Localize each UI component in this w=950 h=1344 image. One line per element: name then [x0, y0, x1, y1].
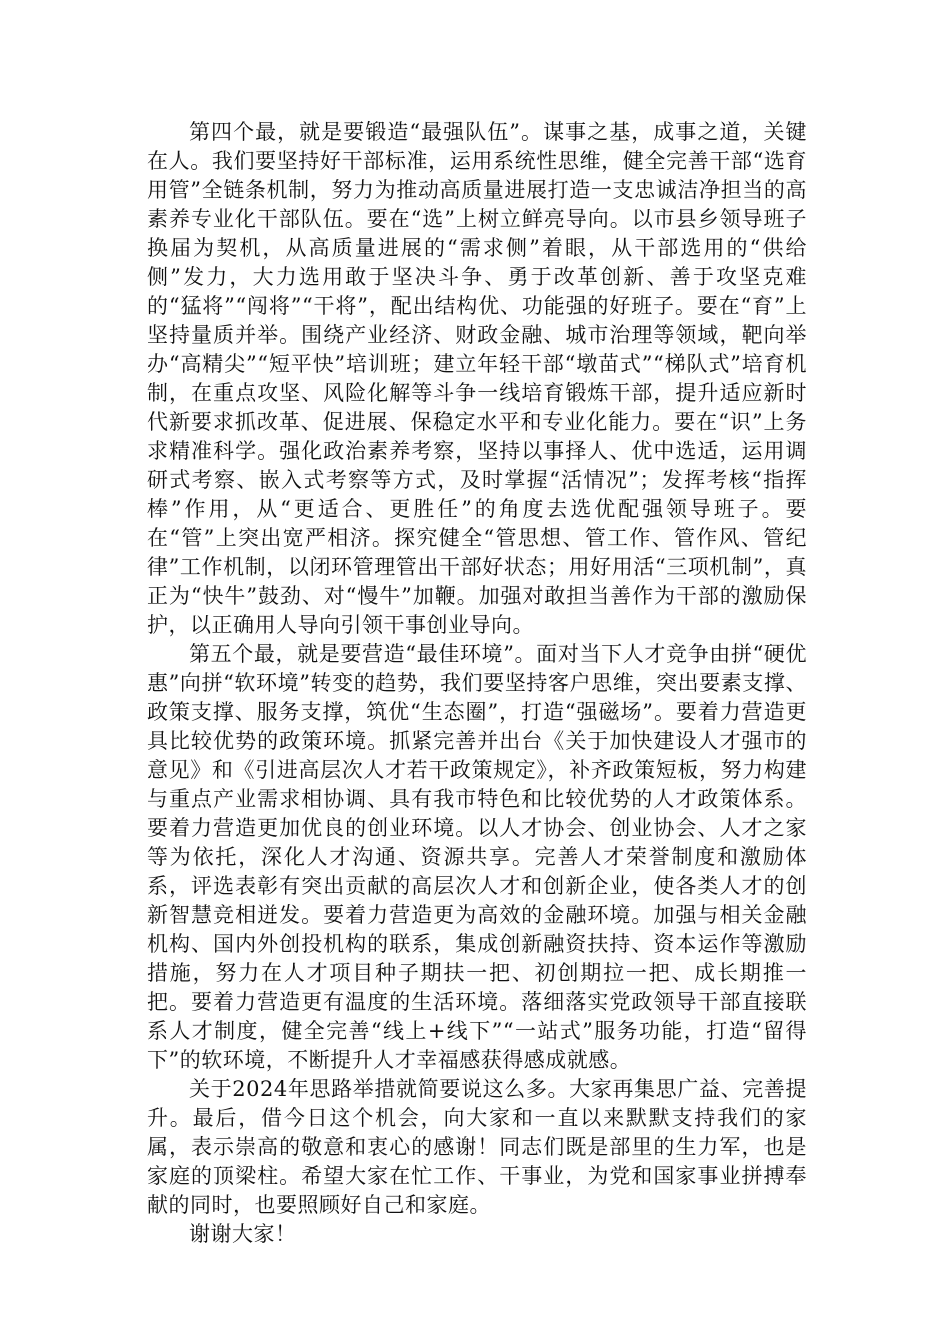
- paragraph-closing: 关于2024年思路举措就简要说这么多。大家再集思广益、完善提升。最后，借今日这个机会，向大家和一直以来默默支持我们的家属，表示崇高的敬意和衷心的感谢！同志们既是部里的生力军，也是家庭的顶梁柱。希望大家在忙工作、干事业，为党和国家事业拼搏奉献的同时，也要照顾好自己和家庭。: [147, 1077, 807, 1217]
- document-body: [147, 118, 807, 1249]
- paragraph-team-building: 第四个最，就是要锻造“最强队伍”。谋事之基，成事之道，关键在人。我们要坚持好干部标准，运用系统性思维，健全完善干部“选育用管”全链条机制，努力为推动高质量进展打造一支忠诚洁净担当的高素养专业化干部队伍。要在“选”上树立鲜亮导向。以市县乡领导班子换届为契机，从高质量进展的“需求侧”着眼，从干部选用的“供给侧”发力，大力选用敢于坚决斗争、勇于改革创新、善于攻坚克难的“猛将”“闯将”“干将”，配出结构优、功能强的好班子。要在“育”上坚持量质并举。围绕产业经济、财政金融、城市治理等领域，靶向举办“高精尖”“短平快”培训班；建立年轻干部“墩苗式”“梯队式”培育机制，在重点攻坚、风险化解等斗争一线培育锻炼干部，提升适应新时代新要求抓改革、促进展、保稳定水平和专业化能力。要在“识”上务求精准科学。强化政治素养考察，坚持以事择人、优中选适，运用调研式考察、嵌入式考察等方式，及时掌握“活情况”；发挥考核“指挥棒”作用，从“更适合、更胜任”的角度去选优配强领导班子。要在“管”上突出宽严相济。探究健全“管思想、管工作、管作风、管纪律”工作机制，以闭环管理管出干部好状态；用好用活“三项机制”，真正为“快牛”鼓劲、对“慢牛”加鞭。加强对敢担当善作为干部的激励保护，以正确用人导向引领干事创业导向。: [147, 120, 807, 637]
- paragraph-environment: 第五个最，就是要营造“最佳环境”。面对当下人才竞争由拼“硬优惠”向拼“软环境”转变的趋势，我们要坚持客户思维，突出要素支撑、政策支撑、服务支撑，筑优“生态圈”，打造“强磁场”。要着力营造更具比较优势的政策环境。抓紧完善并出台《关于加快建设人才强市的意见》和《引进高层次人才若干政策规定》，补齐政策短板，努力构建与重点产业需求相协调、具有我市特色和比较优势的人才政策体系。要着力营造更加优良的创业环境。以人才协会、创业协会、人才之家等为依托，深化人才沟通、资源共享。完善人才荣誉制度和激励体系，评选表彰有突出贡献的高层次人才和创新企业，使各类人才的创新智慧竞相迸发。要着力营造更为高效的金融环境。加强与相关金融机构、国内外创投机构的联系，集成创新融资扶持、资本运作等激励措施，努力在人才项目种子期扶一把、初创期拉一把、成长期推一把。要着力营造更有温度的生活环境。落细落实党政领导干部直接联系人才制度，健全完善“线上+线下”“一站式”服务功能，打造“留得下”的软环境，不断提升人才幸福感获得感成就感。: [147, 642, 807, 1072]
- paragraph-thanks: 谢谢大家！: [189, 1222, 297, 1246]
